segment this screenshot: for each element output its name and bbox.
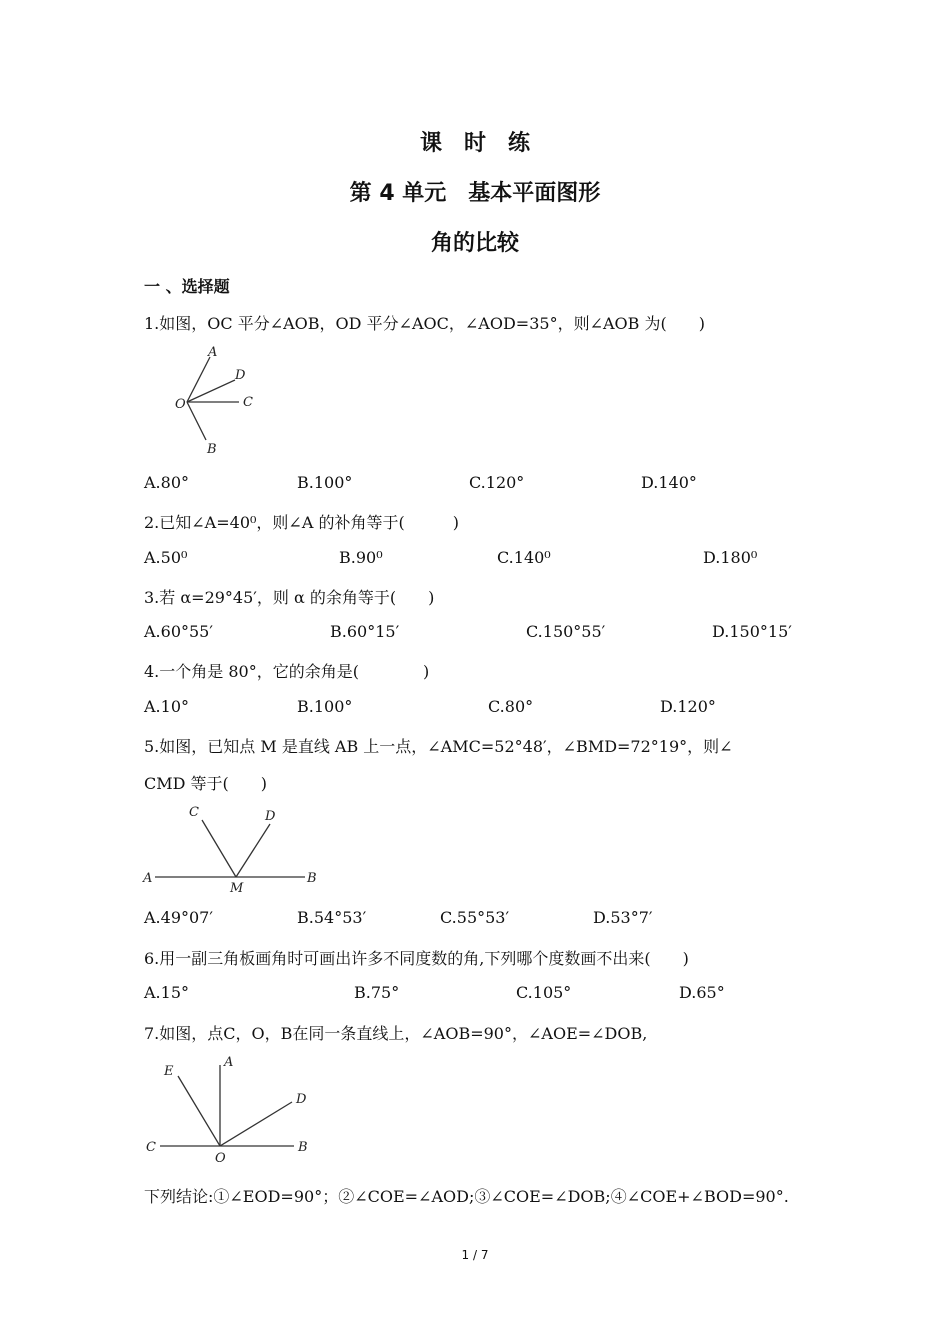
label-b: B bbox=[307, 871, 317, 886]
question-4-stem: 4.一个角是 80°，它的余角是( ) bbox=[144, 662, 430, 681]
q3-option-c: C.150°55′ bbox=[526, 622, 606, 641]
q6-option-c: C.105° bbox=[516, 983, 572, 1002]
label-b: B bbox=[298, 1140, 308, 1155]
q5-option-d: D.53°7′ bbox=[593, 908, 653, 927]
q4-option-d: D.120° bbox=[660, 697, 716, 716]
q2-option-b: B.90⁰ bbox=[339, 548, 383, 567]
q3-option-d: D.150°15′ bbox=[712, 622, 792, 641]
question-7-figure bbox=[140, 1050, 330, 1165]
question-2-stem: 2.已知∠A=40⁰，则∠A 的补角等于( ) bbox=[144, 513, 459, 532]
lesson-title: 角的比较 bbox=[430, 231, 519, 256]
label-c: C bbox=[146, 1140, 156, 1155]
q1-option-d: D.140° bbox=[641, 473, 697, 492]
ray-ob bbox=[187, 402, 206, 440]
page-number: 1 / 7 bbox=[461, 1248, 489, 1262]
q1-option-a: A.80° bbox=[144, 473, 189, 492]
q1-option-c: C.120° bbox=[469, 473, 525, 492]
q4-option-b: B.100° bbox=[297, 697, 353, 716]
label-o: O bbox=[175, 397, 186, 412]
label-b: B bbox=[207, 442, 217, 457]
q5-option-c: C.55°53′ bbox=[440, 908, 510, 927]
ray-md bbox=[236, 824, 270, 877]
question-5-stem-line1: 5.如图，已知点 M 是直线 AB 上一点，∠AMC=52°48′，∠BMD=72°19°，则∠ bbox=[144, 737, 733, 756]
label-d: D bbox=[265, 809, 276, 824]
q4-option-a: A.10° bbox=[144, 697, 189, 716]
ray-od bbox=[220, 1102, 292, 1146]
q4-option-c: C.80° bbox=[488, 697, 534, 716]
question-6-stem: 6.用一副三角板画角时可画出许多不同度数的角,下列哪个度数画不出来( ) bbox=[144, 949, 689, 968]
label-d: D bbox=[296, 1092, 307, 1107]
q3-option-a: A.60°55′ bbox=[144, 622, 213, 641]
question-7-stem: 7.如图，点C，O，B在同一条直线上，∠AOB=90°，∠AOE=∠DOB, bbox=[144, 1024, 648, 1043]
label-m: M bbox=[230, 881, 244, 896]
label-a: A bbox=[143, 871, 153, 886]
question-7-conclusions: 下列结论:①∠EOD=90°；②∠COE=∠AOD;③∠COE=∠DOB;④∠COE+∠BOD=90°. bbox=[144, 1187, 789, 1206]
q2-option-d: D.180⁰ bbox=[703, 548, 758, 567]
q5-option-b: B.54°53′ bbox=[297, 908, 367, 927]
ray-mc bbox=[202, 820, 236, 877]
q6-option-d: D.65° bbox=[679, 983, 725, 1002]
document-title: 课 时 练 bbox=[419, 131, 530, 156]
label-e: E bbox=[164, 1064, 174, 1079]
question-1-stem: 1.如图，OC 平分∠AOB，OD 平分∠AOC，∠AOD=35°，则∠AOB 为( ) bbox=[144, 314, 705, 333]
q2-option-a: A.50⁰ bbox=[144, 548, 188, 567]
label-c: C bbox=[189, 805, 199, 820]
q3-option-b: B.60°15′ bbox=[330, 622, 400, 641]
q6-option-b: B.75° bbox=[354, 983, 400, 1002]
q2-option-c: C.140⁰ bbox=[497, 548, 551, 567]
ray-oe bbox=[178, 1076, 220, 1146]
unit-title: 第 4 单元 基本平面图形 bbox=[349, 181, 601, 206]
section-title: 一 、选择题 bbox=[144, 277, 230, 296]
question-5-stem-line2: CMD 等于( ) bbox=[144, 774, 268, 793]
label-o: O bbox=[215, 1151, 226, 1166]
question-3-stem: 3.若 α=29°45′，则 α 的余角等于( ) bbox=[144, 588, 435, 607]
label-a: A bbox=[208, 345, 218, 360]
ray-oa bbox=[187, 357, 210, 402]
ray-od bbox=[187, 380, 235, 402]
label-a: A bbox=[224, 1055, 234, 1070]
question-1-figure bbox=[165, 340, 275, 460]
q6-option-a: A.15° bbox=[144, 983, 189, 1002]
label-d: D bbox=[235, 368, 246, 383]
q5-option-a: A.49°07′ bbox=[144, 908, 213, 927]
question-5-figure bbox=[140, 800, 330, 900]
label-c: C bbox=[243, 395, 253, 410]
q1-option-b: B.100° bbox=[297, 473, 353, 492]
